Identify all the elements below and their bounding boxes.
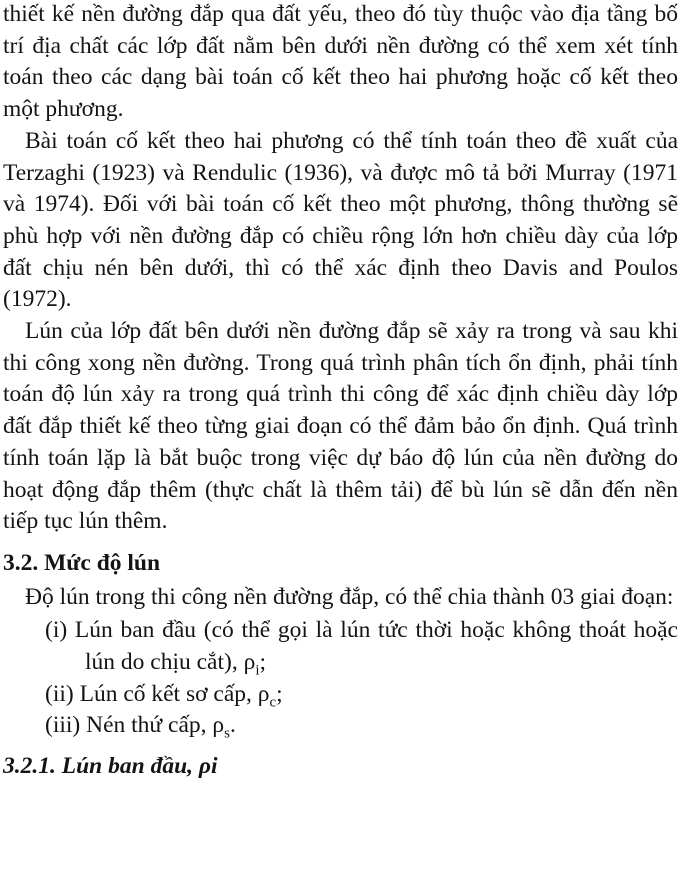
- stage-text: (iii) Nén thứ cấp, ρ: [45, 712, 225, 739]
- stage-text: (i) Lún ban đầu (có thể gọi là lún tức thời hoặc không thoát hoặc lún do chịu cắt), ρ: [45, 617, 678, 676]
- paragraph-settlement: Lún của lớp đất bên dưới nền đường đắp sẽ xảy ra trong và sau khi thi công xong nền đường. Trong quá trình phân tích ổn định, phải tính toán độ lún xảy ra trong quá trình thi công để xác định chiều dày lớp đất đắp thiết kế theo từng giai đoạn có thể đảm bảo ổn định. Quá trình tính toán lặp là bắt buộc trong việc dự báo độ lún của nền đường do hoạt động đắp thêm (thực chất là thêm tải) để bù lún sẽ dẫn đến nền tiếp tục lún thêm.: [3, 318, 678, 535]
- stage-subscript: c: [269, 694, 277, 711]
- stages-intro: Độ lún trong thi công nền đường đắp, có thể chia thành 03 giai đoạn:: [25, 583, 674, 610]
- list-item: [45, 679, 678, 711]
- list-item: [45, 615, 678, 678]
- subsection-heading: 3.2.1. Lún ban đầu, ρi: [3, 753, 218, 780]
- paragraph-intro: thiết kế nền đường đắp qua đất yếu, theo đó tùy thuộc vào địa tầng bố trí địa chất các lớp đất nằm bên dưới nền đường có thể xem xét tính toán theo các dạng bài toán cố kết theo hai phương hoặc cố kết theo một phương.: [3, 1, 678, 123]
- list-item: [45, 710, 678, 742]
- paragraph-consolidation: Bài toán cố kết theo hai phương có thể tính toán theo đề xuất của Terzaghi (1923) và Rendulic (1936), và được mô tả bởi Murray (1971 và 1974). Đối với bài toán cố kết theo một phương, thông thường sẽ phù hợp với nền đường đắp có chiều rộng lớn hơn chiều dày của lớp đất chịu nén bên dưới, thì có thể xác định theo Davis and Poulos (1972).: [3, 127, 678, 313]
- section-heading: 3.2. Mức độ lún: [3, 549, 161, 576]
- stage-text: (ii) Lún cố kết sơ cấp, ρ: [45, 680, 270, 707]
- stage-subscript: s: [224, 726, 230, 743]
- stage-end: .: [229, 712, 236, 739]
- stages-list: [45, 615, 678, 742]
- stage-end: ;: [276, 680, 283, 707]
- stage-end: ;: [259, 649, 267, 676]
- stage-subscript: i: [255, 662, 260, 679]
